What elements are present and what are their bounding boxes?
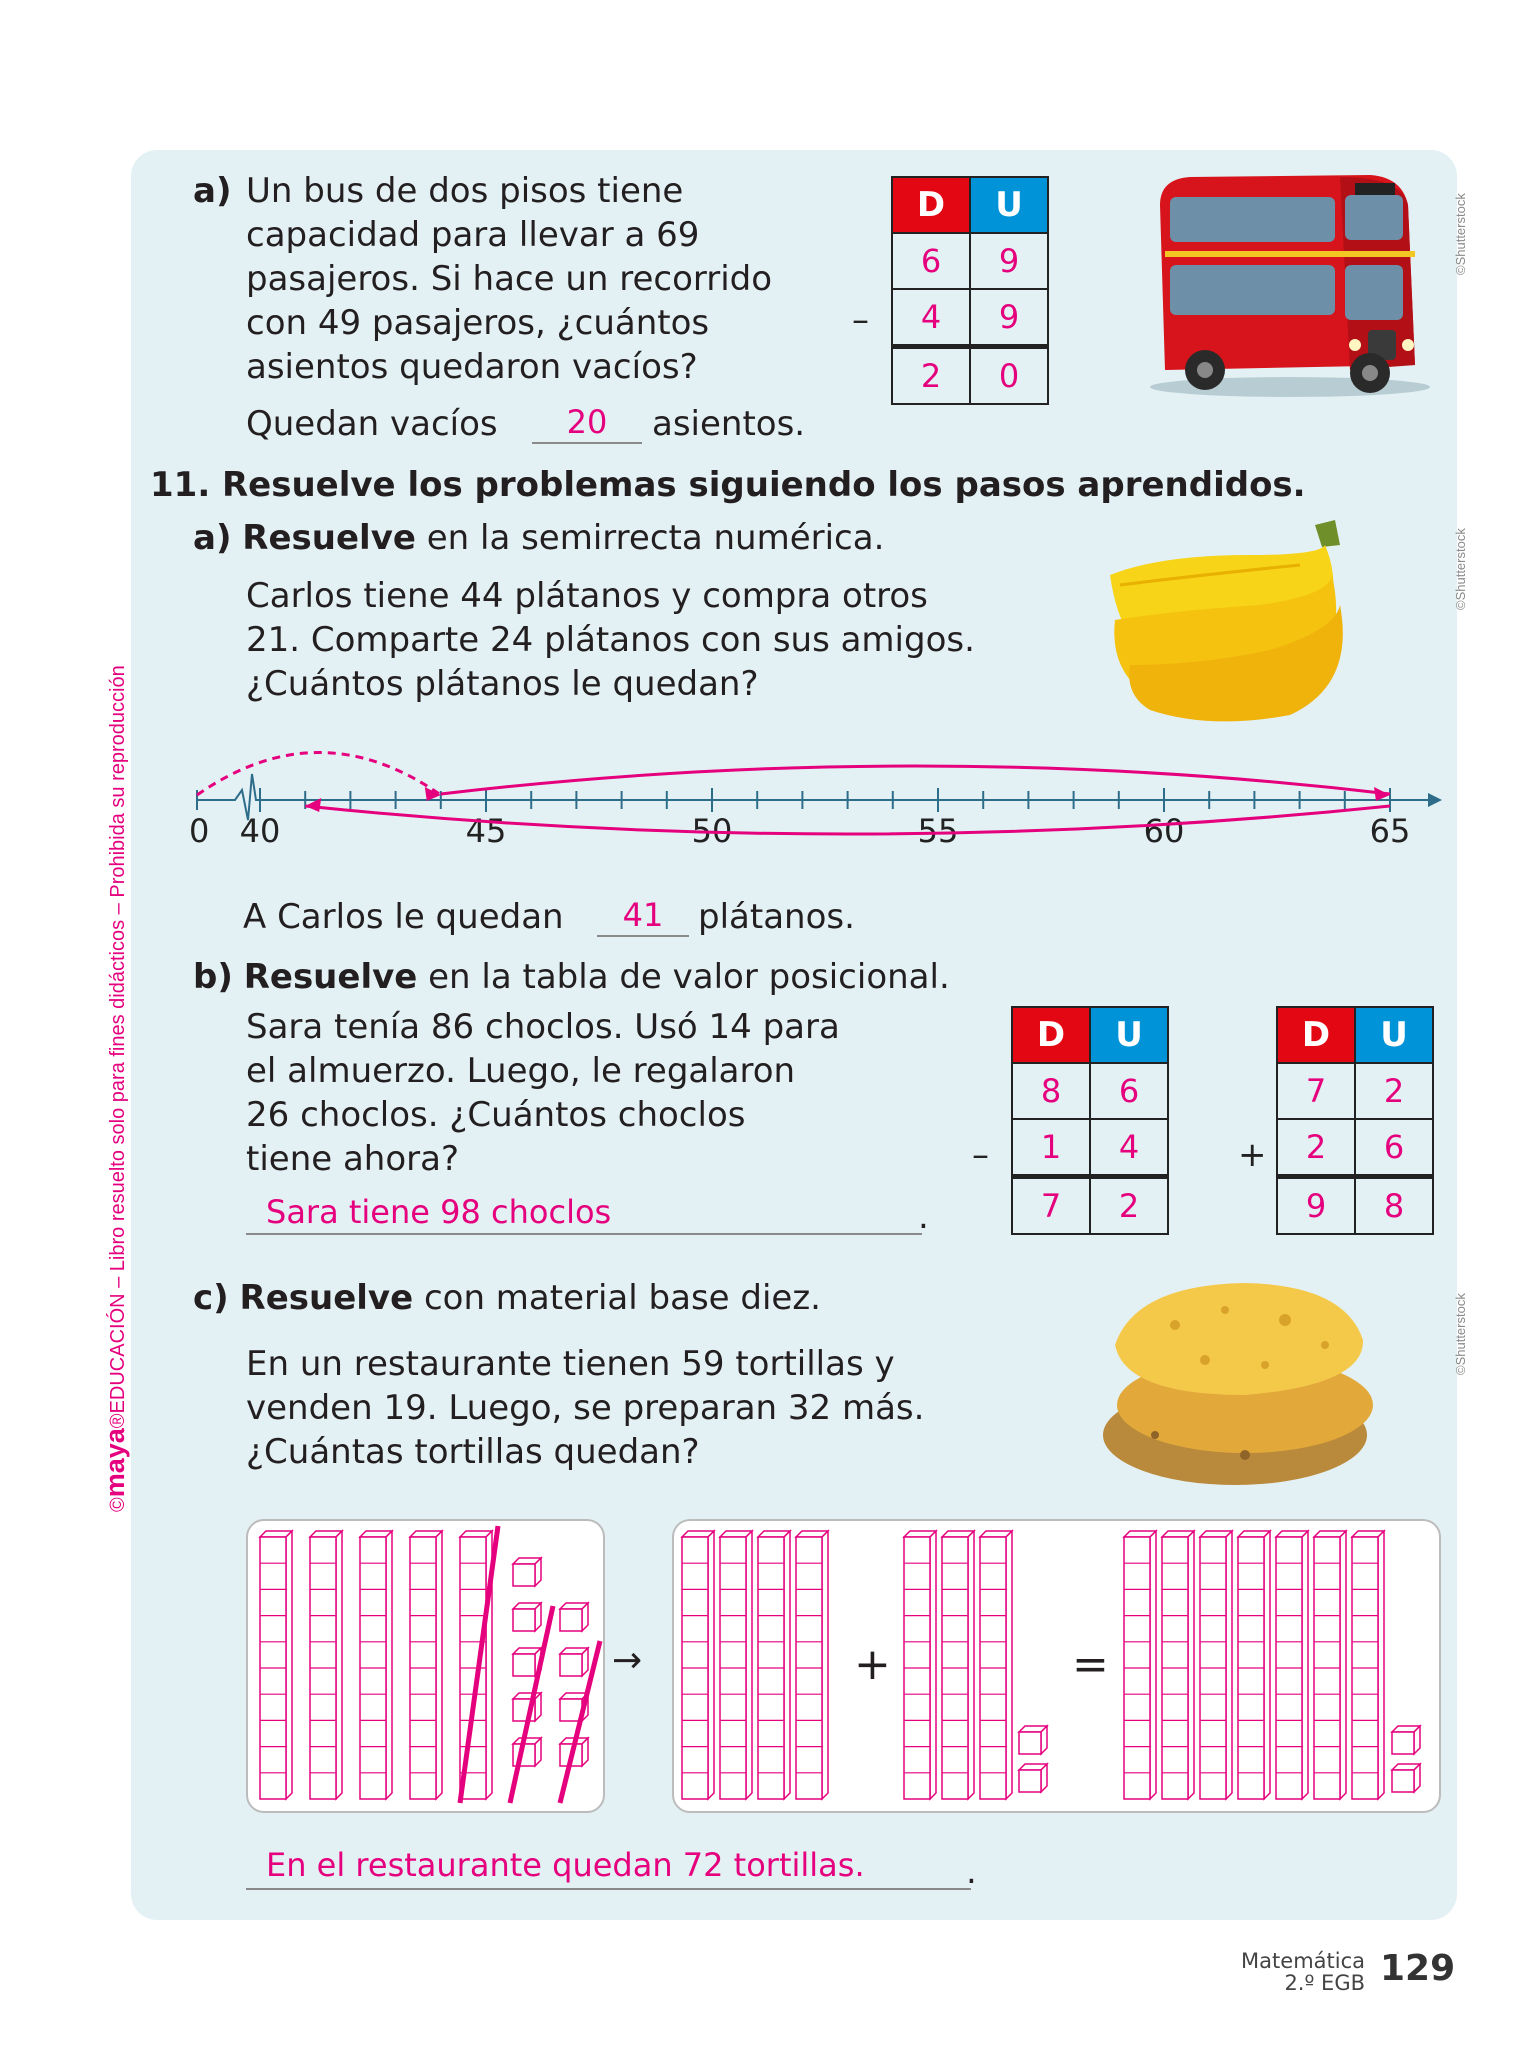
unit-cube xyxy=(1019,1726,1047,1754)
result-cell: 7 xyxy=(1012,1177,1090,1235)
ten-rod xyxy=(720,1531,752,1799)
exercise-title: Resuelve los problemas siguiendo los pasos aprendidos. xyxy=(222,465,1306,505)
operator-plus: + xyxy=(1238,1135,1267,1175)
cell: 2 xyxy=(1355,1063,1433,1119)
rod-side xyxy=(336,1531,342,1799)
answer-11a-blank: 41 xyxy=(597,895,689,937)
place-value-table-b1 xyxy=(1011,1006,1169,1235)
cube-front xyxy=(1392,1732,1414,1754)
part-bold-verb: Resuelve xyxy=(242,518,416,558)
result-cell: 0 xyxy=(970,347,1048,405)
ten-rod xyxy=(410,1531,442,1799)
ten-rod xyxy=(1238,1531,1270,1799)
rod-side xyxy=(1150,1531,1156,1799)
base-ten-operation-box xyxy=(672,1519,1441,1813)
part-label: a) xyxy=(193,518,232,558)
problem-a-label: a) xyxy=(193,171,232,211)
problem-line: En un restaurante tienen 59 tortillas y xyxy=(246,1344,895,1384)
photo-credit-tortillas: ©Shutterstock xyxy=(1453,1293,1468,1375)
cube-side xyxy=(582,1648,588,1676)
part-instruction: con material base diez. xyxy=(423,1278,821,1318)
answer-11a-prefix: A Carlos le quedan xyxy=(243,897,564,937)
unit-cube xyxy=(513,1558,541,1586)
jump-arc xyxy=(441,766,1390,794)
cell: 6 xyxy=(892,233,970,289)
result-cell: 2 xyxy=(1090,1177,1168,1235)
ten-rod xyxy=(1276,1531,1308,1799)
part-c-heading xyxy=(193,1276,821,1320)
answer-a-prefix: Quedan vacíos xyxy=(246,404,498,444)
rod-side xyxy=(286,1531,292,1799)
part-a-heading xyxy=(193,516,884,560)
cube-front xyxy=(513,1564,535,1586)
cube-side xyxy=(582,1603,588,1631)
cube-side xyxy=(582,1738,588,1766)
problem-line: venden 19. Luego, se preparan 32 más. xyxy=(246,1388,925,1428)
cube-front xyxy=(1019,1770,1041,1792)
rod-side xyxy=(822,1531,828,1799)
base-ten-start-blocks xyxy=(248,1521,603,1811)
header-u: U xyxy=(1355,1007,1433,1063)
cube-side xyxy=(1414,1726,1420,1754)
footer-subject-block xyxy=(1215,1950,1365,1994)
cell: 6 xyxy=(1090,1063,1168,1119)
part-b-text xyxy=(246,1005,840,1181)
cell: 9 xyxy=(970,289,1048,347)
part-bold-verb: Resuelve xyxy=(243,957,418,997)
unit-cube xyxy=(560,1648,588,1676)
ten-rod xyxy=(758,1531,790,1799)
cube-side xyxy=(535,1693,541,1721)
problem-line: tiene ahora? xyxy=(246,1139,460,1179)
rod-side xyxy=(930,1531,936,1799)
cell: 7 xyxy=(1277,1063,1355,1119)
tick-label: 45 xyxy=(465,812,507,850)
rod-side xyxy=(1188,1531,1194,1799)
axis-arrow xyxy=(1428,793,1442,807)
plus-sign: + xyxy=(854,1639,891,1690)
ten-rod xyxy=(1314,1531,1346,1799)
rod-side xyxy=(1226,1531,1232,1799)
cube-side xyxy=(1041,1764,1047,1792)
base-ten-start-box xyxy=(246,1519,605,1813)
part-label: b) xyxy=(193,957,233,997)
part-instruction: en la tabla de valor posicional. xyxy=(428,957,950,997)
answer-11c-end: . xyxy=(966,1852,977,1892)
answer-11b-text: Sara tiene 98 choclos xyxy=(266,1193,612,1231)
result-cell: 9 xyxy=(1277,1177,1355,1235)
answer-11b-end: . xyxy=(918,1197,929,1237)
unit-cube xyxy=(1392,1726,1420,1754)
ten-rod xyxy=(942,1531,974,1799)
rod-side xyxy=(746,1531,752,1799)
answer-11c-text: En el restaurante quedan 72 tortillas. xyxy=(266,1846,865,1884)
part-label: c) xyxy=(193,1278,229,1318)
operator-minus: – xyxy=(852,300,869,340)
ten-rod xyxy=(980,1531,1012,1799)
rod-side xyxy=(1378,1531,1384,1799)
cube-front xyxy=(1019,1732,1041,1754)
problem-line: 21. Comparte 24 plátanos con sus amigos. xyxy=(246,620,975,660)
ten-rod xyxy=(1124,1531,1156,1799)
cell: 9 xyxy=(970,233,1048,289)
header-u: U xyxy=(970,177,1048,233)
cube-side xyxy=(535,1738,541,1766)
ten-rod xyxy=(682,1531,714,1799)
ten-rod xyxy=(796,1531,828,1799)
tick-label: 40 xyxy=(239,812,281,850)
problem-line: con 49 pasajeros, ¿cuántos xyxy=(246,303,710,343)
jump-arc xyxy=(197,753,441,796)
header-u: U xyxy=(1090,1007,1168,1063)
result-cell: 2 xyxy=(892,347,970,405)
problem-line: ¿Cuántos plátanos le quedan? xyxy=(246,664,759,704)
label-zero: 0 xyxy=(189,812,210,850)
problem-a-text xyxy=(246,169,772,389)
rod-side xyxy=(968,1531,974,1799)
tick-label: 55 xyxy=(917,812,959,850)
equals-sign: = xyxy=(1072,1639,1109,1690)
rod-side xyxy=(386,1531,392,1799)
bananas-image xyxy=(1100,515,1370,725)
cube-front xyxy=(560,1654,582,1676)
answer-11c-line xyxy=(246,1846,971,1890)
part-c-text xyxy=(246,1342,924,1474)
ten-rod xyxy=(1352,1531,1384,1799)
rod-side xyxy=(436,1531,442,1799)
problem-line: pasajeros. Si hace un recorrido xyxy=(246,259,773,299)
cell: 8 xyxy=(1012,1063,1090,1119)
header-d: D xyxy=(1277,1007,1355,1063)
problem-line: 26 choclos. ¿Cuántos choclos xyxy=(246,1095,746,1135)
unit-cube xyxy=(513,1603,541,1631)
problem-line: Un bus de dos pisos tiene xyxy=(246,171,684,211)
header-d: D xyxy=(1012,1007,1090,1063)
tick-label: 65 xyxy=(1369,812,1411,850)
double-decker-bus-image xyxy=(1140,165,1440,405)
ten-rod xyxy=(1162,1531,1194,1799)
cell: 1 xyxy=(1012,1119,1090,1177)
cube-front xyxy=(513,1654,535,1676)
arrow-icon: → xyxy=(612,1640,643,1681)
cube-front xyxy=(1392,1770,1414,1792)
tick-label: 50 xyxy=(691,812,733,850)
jump-arrowhead xyxy=(1374,787,1390,801)
cube-side xyxy=(535,1603,541,1631)
unit-cube xyxy=(1019,1764,1047,1792)
cell: 4 xyxy=(1090,1119,1168,1177)
problem-line: capacidad para llevar a 69 xyxy=(246,215,700,255)
rod-side xyxy=(708,1531,714,1799)
ten-rod xyxy=(1200,1531,1232,1799)
unit-cube xyxy=(560,1603,588,1631)
number-line xyxy=(180,740,1460,870)
rod-side xyxy=(1340,1531,1346,1799)
problem-line: el almuerzo. Luego, le regalaron xyxy=(246,1051,796,1091)
answer-a-suffix: asientos. xyxy=(652,404,806,444)
place-value-table-a xyxy=(891,176,1049,405)
base-ten-operation-blocks xyxy=(674,1521,1439,1811)
page-number: 129 xyxy=(1380,1948,1456,1989)
part-bold-verb: Resuelve xyxy=(239,1278,414,1318)
problem-line: Sara tenía 86 choclos. Usó 14 para xyxy=(246,1007,840,1047)
copyright-side-text: ©maya®EDUCACIÓN – Libro resuelto solo para fines didácticos – Prohibida su reproducción xyxy=(100,665,130,1512)
problem-line: ¿Cuántas tortillas quedan? xyxy=(246,1432,700,1472)
photo-credit-bus: ©Shutterstock xyxy=(1453,193,1468,275)
answer-11a-suffix: plátanos. xyxy=(698,897,855,937)
cube-side xyxy=(1041,1726,1047,1754)
place-value-table-b2 xyxy=(1276,1006,1434,1235)
part-instruction: en la semirrecta numérica. xyxy=(426,518,885,558)
answer-11b-line xyxy=(246,1193,922,1235)
problem-line: asientos quedaron vacíos? xyxy=(246,347,698,387)
footer-subject: Matemática xyxy=(1241,1949,1365,1973)
tortillas-image xyxy=(1095,1265,1385,1495)
tick-label: 60 xyxy=(1143,812,1185,850)
rod-side xyxy=(1302,1531,1308,1799)
unit-cube xyxy=(1392,1764,1420,1792)
footer-grade: 2.º EGB xyxy=(1284,1971,1365,1995)
header-d: D xyxy=(892,177,970,233)
ten-rod xyxy=(360,1531,392,1799)
ten-rod xyxy=(260,1531,292,1799)
answer-a-blank: 20 xyxy=(532,402,642,444)
cube-side xyxy=(1414,1764,1420,1792)
cell: 4 xyxy=(892,289,970,347)
rod-side xyxy=(1264,1531,1270,1799)
operator-minus: – xyxy=(972,1135,989,1175)
rod-side xyxy=(1006,1531,1012,1799)
result-cell: 8 xyxy=(1355,1177,1433,1235)
cube-front xyxy=(513,1609,535,1631)
cell: 6 xyxy=(1355,1119,1433,1177)
problem-line: Carlos tiene 44 plátanos y compra otros xyxy=(246,576,928,616)
rod-side xyxy=(784,1531,790,1799)
ten-rod xyxy=(310,1531,342,1799)
photo-credit-bananas: ©Shutterstock xyxy=(1453,528,1468,610)
part-b-heading xyxy=(193,955,950,999)
cube-front xyxy=(560,1609,582,1631)
exercise-number: 11. xyxy=(150,465,211,505)
ten-rod xyxy=(904,1531,936,1799)
cell: 2 xyxy=(1277,1119,1355,1177)
part-a-text xyxy=(246,574,975,706)
cube-side xyxy=(535,1558,541,1586)
